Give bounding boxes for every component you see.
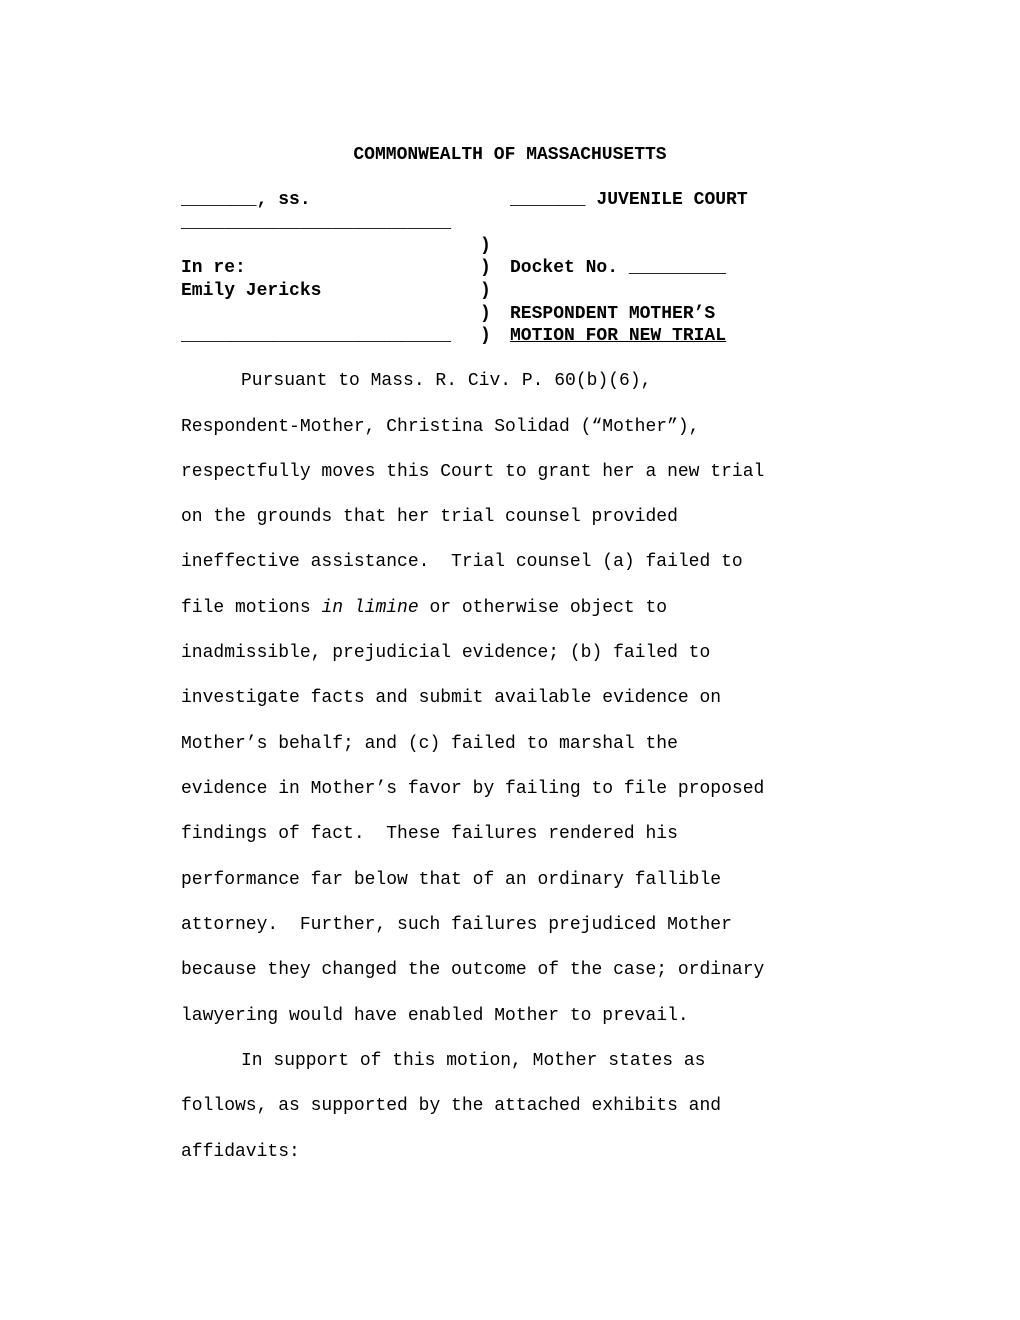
court-name: JUVENILE COURT [596,190,748,210]
body-line-5: ineffective assistance. Trial counsel (a) failed to [181,552,743,572]
docket-blank: _________ [628,258,727,278]
body-line-6-end: or otherwise object to [418,598,668,618]
in-limine-phrase: in limine [321,598,419,618]
body-line-4: on the grounds that her trial counsel provided [181,507,678,527]
body-line-17: follows, as supported by the attached exhibits and [181,1096,722,1116]
docket-label: Docket No. [510,258,619,278]
court-blank: _______ [510,190,586,210]
body-line-18: affidavits: [181,1142,300,1162]
body-line-2: Respondent-Mother, Christina Solidad (“Mother”), [181,417,700,437]
court-line [510,189,748,211]
body-line-16: In support of this motion, Mother states as [241,1051,706,1071]
body-line-14: because they changed the outcome of the case; ordinary [181,960,765,980]
caption-paren-5: ) [480,326,491,346]
body-line-9: Mother’s behalf; and (c) failed to marshal the [181,734,678,754]
caption-paren-2: ) [480,258,491,278]
body-line-6-start: file motions [181,598,322,618]
body-line-13: attorney. Further, such failures prejudiced Mother [181,915,732,935]
motion-title-line-2: MOTION FOR NEW TRIAL [510,326,727,346]
county-suffix: , ss. [256,190,311,210]
docket-line [510,257,726,279]
motion-title-line-1: RESPONDENT MOTHER’S [510,304,716,324]
caption-paren-4: ) [480,304,491,324]
caption-top-rule: _________________________ [181,213,452,233]
party-name: Emily Jericks [181,281,322,301]
caption-bottom-rule: _________________________ [181,326,452,346]
county-line [181,189,311,211]
caption-paren-1: ) [480,236,491,256]
body-line-12: performance far below that of an ordinary fallible [181,870,722,890]
county-blank: _______ [181,190,257,210]
body-line-6 [181,597,667,619]
body-line-15: lawyering would have enabled Mother to prevail. [181,1006,689,1026]
in-re-label: In re: [181,258,246,278]
body-line-11: findings of fact. These failures rendered his [181,824,678,844]
caption-paren-3: ) [480,281,491,301]
court-title: COMMONWEALTH OF MASSACHUSETTS [353,145,667,165]
body-line-1: Pursuant to Mass. R. Civ. P. 60(b)(6), [241,371,652,391]
body-line-8: investigate facts and submit available evidence on [181,688,722,708]
body-line-3: respectfully moves this Court to grant her a new trial [181,462,765,482]
body-line-7: inadmissible, prejudicial evidence; (b) failed to [181,643,711,663]
body-line-10: evidence in Mother’s favor by failing to file proposed [181,779,765,799]
